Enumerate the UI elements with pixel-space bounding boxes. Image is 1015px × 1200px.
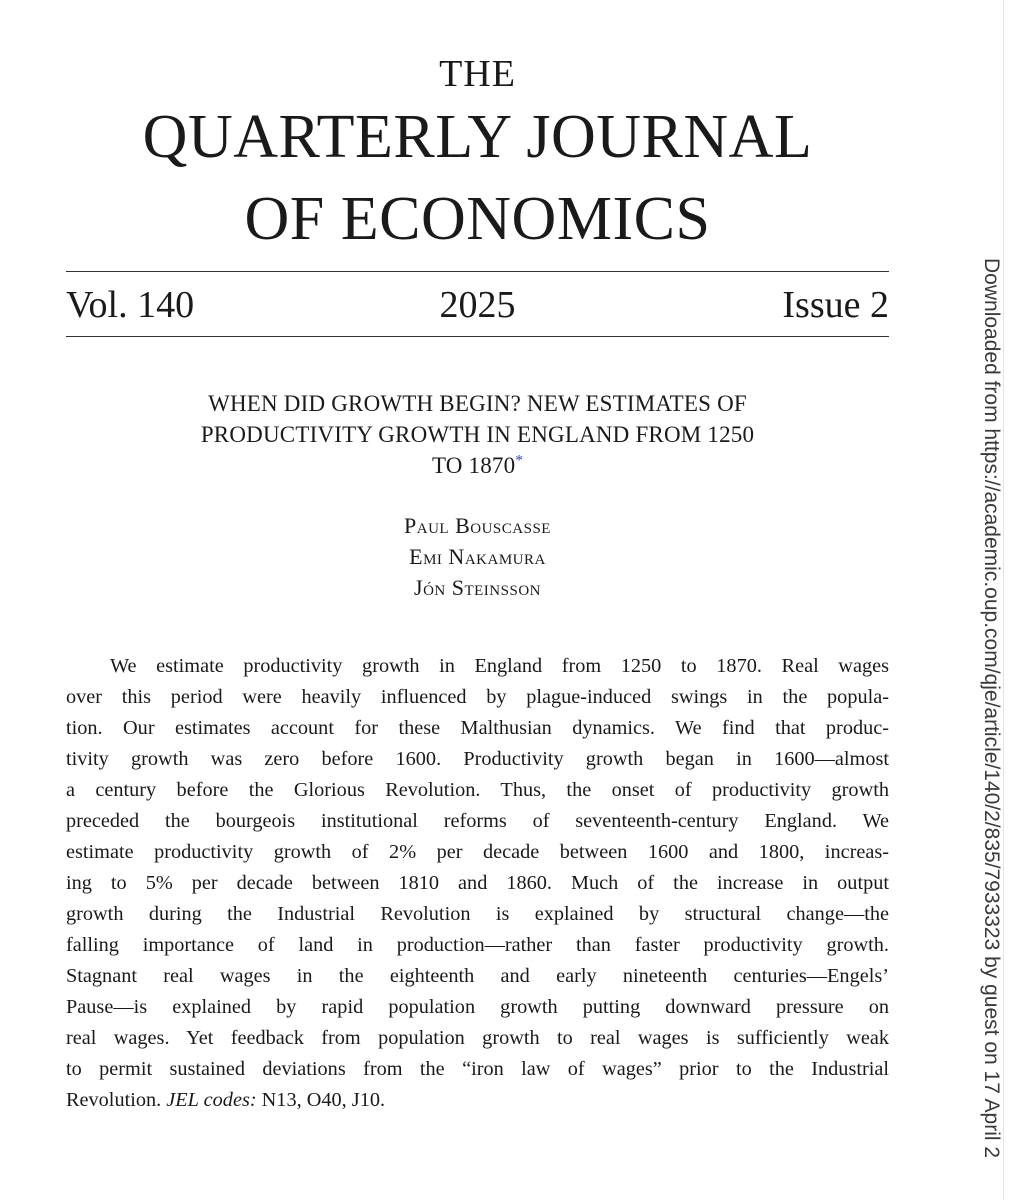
author-list	[66, 510, 889, 603]
abstract-line: Pause—is explained by rapid population growth putting downward pressure on	[66, 996, 889, 1018]
abstract-line: preceded the bourgeois institutional reforms of seventeenth-century England. We	[66, 810, 889, 832]
page-edge-divider	[1003, 0, 1004, 1200]
abstract-line: tion. Our estimates account for these Malthusian dynamics. We find that produc-	[66, 717, 889, 739]
abstract-line: over this period were heavily influenced by plague-induced swings in the popula-	[66, 686, 889, 708]
abstract-last-line-start: Revolution.	[66, 1089, 167, 1111]
article-title	[66, 388, 889, 481]
volume-label: Vol. 140	[66, 284, 195, 326]
abstract-last-line	[66, 1085, 889, 1116]
abstract-line: Stagnant real wages in the eighteenth and early nineteenth centuries—Engels’	[66, 965, 889, 987]
footnote-marker-link[interactable]: *	[515, 452, 524, 469]
title-line-3-text: TO 1870	[431, 453, 516, 478]
author-3: Jón Steinsson	[414, 575, 541, 600]
download-watermark: Downloaded from https://academic.oup.com/qje/article/140/2/835/7933323 by guest on 17 April 2	[980, 258, 1003, 1159]
jel-label: JEL codes:	[166, 1089, 257, 1111]
abstract-line: We estimate productivity growth in England from 1250 to 1870. Real wages	[110, 655, 889, 677]
title-line-2: PRODUCTIVITY GROWTH IN ENGLAND FROM 1250	[200, 422, 755, 447]
masthead-rule-bottom	[66, 336, 889, 337]
author-2: Emi Nakamura	[409, 544, 546, 569]
abstract-line: tivity growth was zero before 1600. Productivity growth began in 1600—almost	[66, 748, 889, 770]
abstract-line: ing to 5% per decade between 1810 and 1860. Much of the increase in output	[66, 872, 889, 894]
masthead-the: THE	[439, 53, 516, 95]
masthead-rule-top	[66, 271, 889, 272]
abstract-line: growth during the Industrial Revolution is explained by structural change—the	[66, 903, 889, 925]
title-line-1: WHEN DID GROWTH BEGIN? NEW ESTIMATES OF	[208, 391, 747, 416]
journal-masthead	[66, 52, 889, 260]
author-1: Paul Bouscasse	[404, 513, 551, 538]
year-label: 2025	[439, 284, 516, 326]
issue-bar	[66, 280, 889, 330]
abstract-line: falling importance of land in production—rather than faster productivity growth.	[66, 934, 889, 956]
jel-codes: N13, O40, J10.	[256, 1089, 386, 1111]
masthead-line-1: QUARTERLY JOURNAL	[142, 103, 813, 171]
abstract-line: real wages. Yet feedback from population growth to real wages is sufficiently weak	[66, 1027, 889, 1049]
abstract-line: estimate productivity growth of 2% per decade between 1600 and 1800, increas-	[66, 841, 889, 863]
abstract-line: a century before the Glorious Revolution. Thus, the onset of productivity growth	[66, 779, 889, 801]
issue-label: Issue 2	[782, 284, 889, 326]
abstract-line: to permit sustained deviations from the “iron law of wages” prior to the Industrial	[66, 1058, 889, 1080]
title-line-3	[66, 450, 889, 481]
masthead-line-2: OF ECONOMICS	[244, 185, 711, 253]
abstract	[66, 651, 889, 1116]
